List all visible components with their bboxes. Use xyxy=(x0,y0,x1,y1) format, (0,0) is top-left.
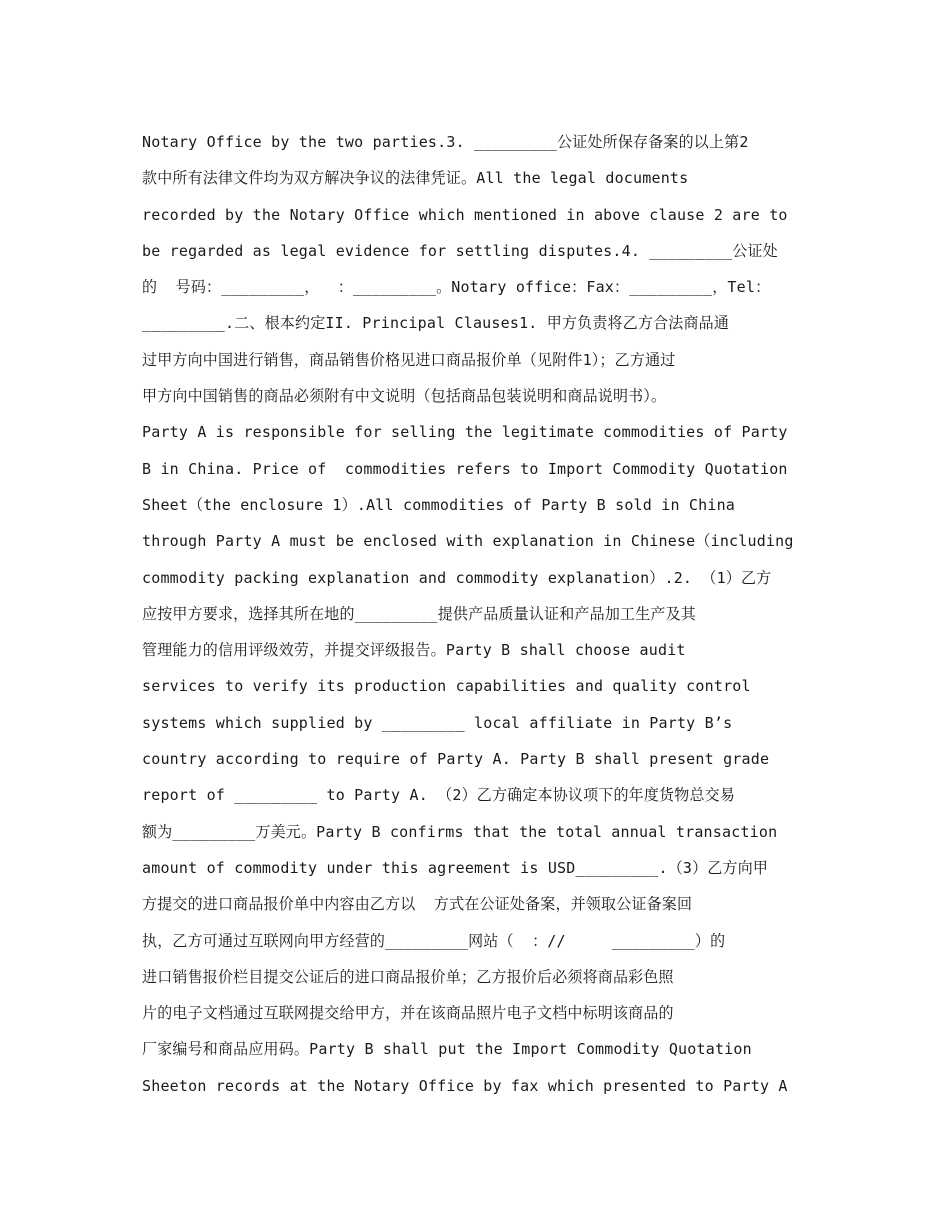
text-line-24: 进口销售报价栏目提交公证后的进口商品报价单；乙方报价后必须将商品彩色照 xyxy=(142,967,674,986)
text-line-13: commodity packing explanation and commodity explanation）.2. （1）乙方 xyxy=(142,568,772,587)
text-line-9: Party A is responsible for selling the legitimate commodities of Party xyxy=(142,423,788,442)
text-line-16: services to verify its production capabilities and quality control xyxy=(142,677,751,696)
text-line-2: 款中所有法律文件均为双方解决争议的法律凭证。All the legal documents xyxy=(142,169,689,188)
text-line-12: through Party A must be enclosed with explanation in Chinese（including xyxy=(142,532,794,551)
text-line-1: Notary Office by the two parties.3. _________公证处所保存备案的以上第2 xyxy=(142,133,749,151)
text-line-8: 甲方向中国销售的商品必须附有中文说明（包括商品包装说明和商品说明书）。 xyxy=(142,387,667,406)
text-line-22: 方提交的进口商品报价单中内容由乙方以 方式在公证处备案，并领取公证备案回 xyxy=(142,895,693,914)
text-line-14: 应按甲方要求，选择其所在地的_________提供产品质量认证和产品加工生产及其 xyxy=(142,604,696,623)
text-line-11: Sheet（the enclosure 1）.All commodities of Party B sold in China xyxy=(142,495,736,514)
contract-text xyxy=(142,124,822,1104)
text-line-6: _________.二、根本约定II. Principal Clauses1. 甲方负责将乙方合法商品通 xyxy=(142,314,730,333)
text-line-26: 厂家编号和商品应用码。Party B shall put the Import Commodity Quotation xyxy=(142,1040,752,1059)
text-line-19: report of _________ to Party A. （2）乙方确定本协议项下的年度货物总交易 xyxy=(142,786,736,805)
text-line-17: systems which supplied by _________ local affiliate in Party B’s xyxy=(142,713,733,732)
text-line-18: country according to require of Party A. Party B shall present grade xyxy=(142,750,770,769)
text-line-27: Sheeton records at the Notary Office by fax which presented to Party A xyxy=(142,1076,788,1095)
text-line-25: 片的电子文档通过互联网提交给甲方，并在该商品照片电子文档中标明该商品的 xyxy=(142,1004,674,1023)
text-line-4: be regarded as legal evidence for settling disputes.4. _________公证处 xyxy=(142,241,778,260)
text-line-7: 过甲方向中国进行销售，商品销售价格见进口商品报价单（见附件1）；乙方通过 xyxy=(142,350,676,369)
text-line-21: amount of commodity under this agreement is USD_________.（3）乙方向甲 xyxy=(142,858,769,877)
text-line-3: recorded by the Notary Office which mentioned in above clause 2 are to xyxy=(142,205,788,224)
text-line-5: 的 号码：_________， ：_________。Notary office：Fax：_________，Tel： xyxy=(142,278,771,297)
text-line-23: 执，乙方可通过互联网向甲方经营的_________网站（ ：// _________）的 xyxy=(142,931,726,950)
text-line-10: B in China. Price of commodities refers to Import Commodity Quotation xyxy=(142,459,788,478)
text-line-20: 额为_________万美元。Party B confirms that the total annual transaction xyxy=(142,822,778,841)
text-line-15: 管理能力的信用评级效劳，并提交评级报告。Party B shall choose audit xyxy=(142,641,686,660)
